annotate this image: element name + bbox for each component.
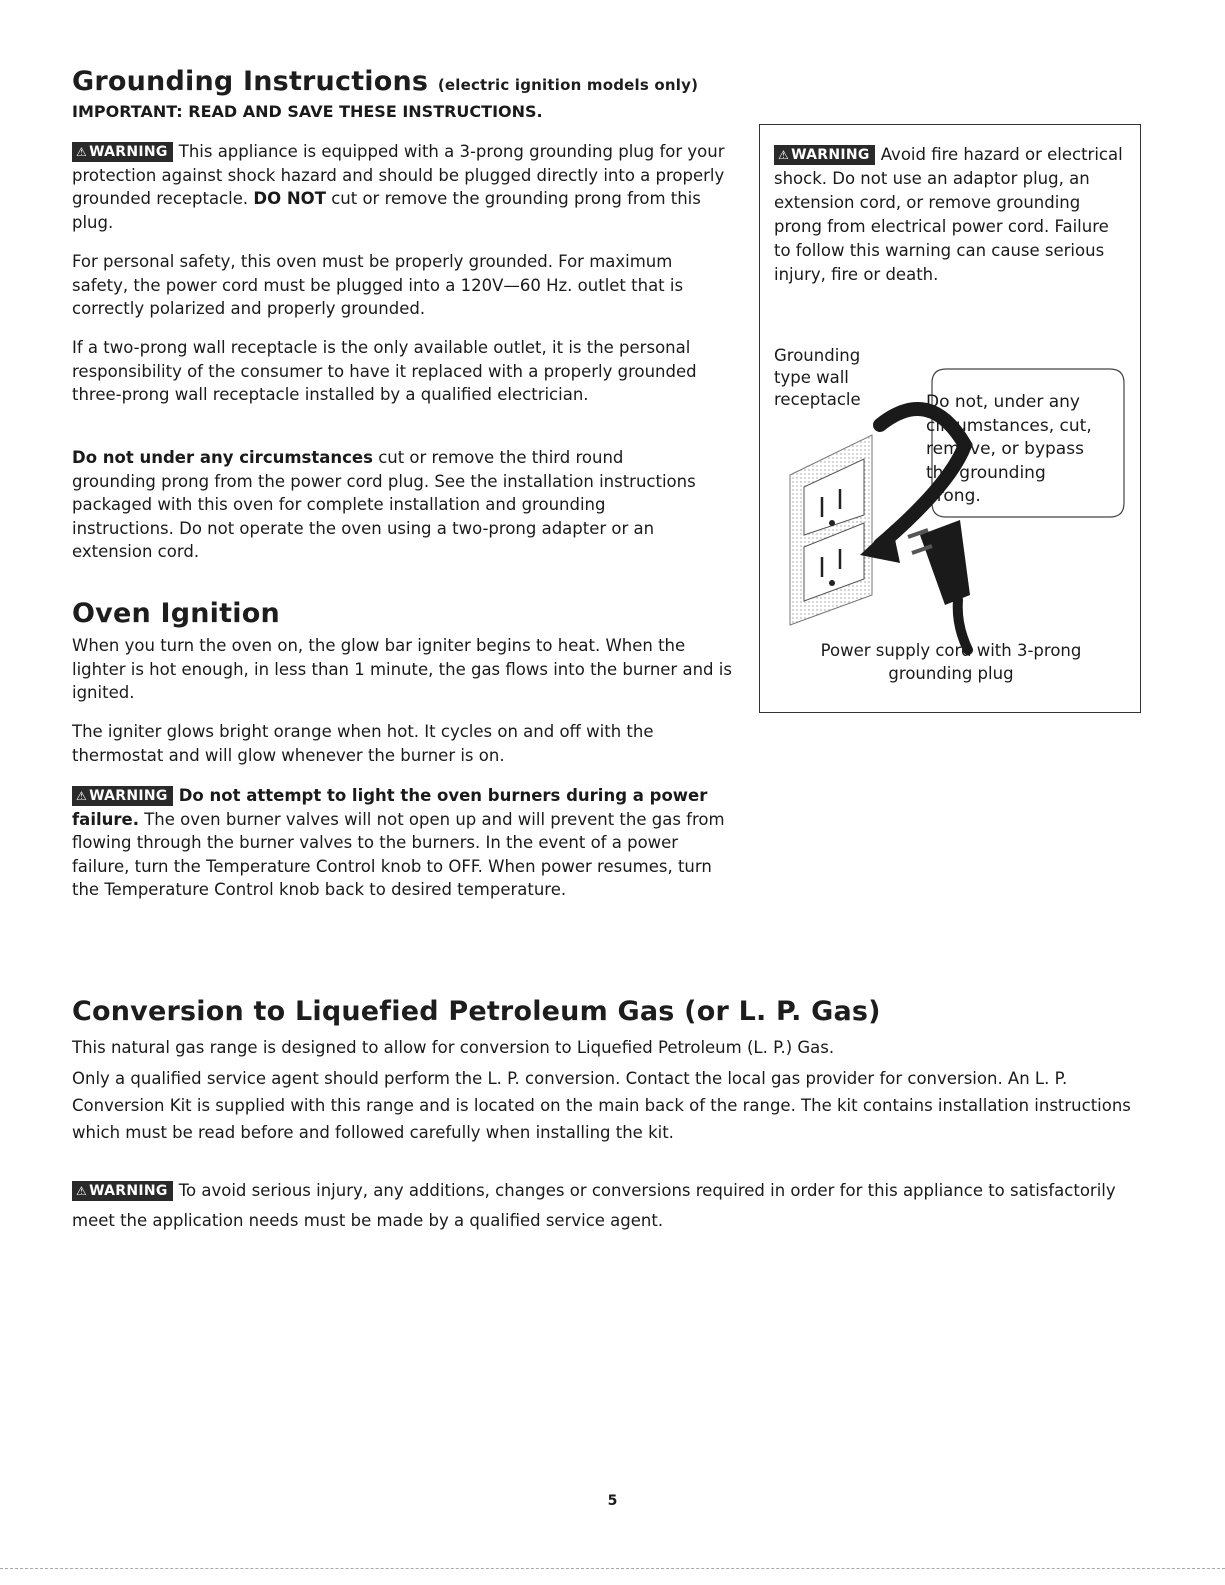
- warning-badge: ⚠ WARNING: [72, 1181, 173, 1201]
- speech-bubble-text: Do not, under any circumstances, cut, remove, or bypass the grounding prong.: [926, 392, 1092, 506]
- sidebox-warning-text: ⚠ WARNING Avoid fire hazard or electrical shock. Do not use an adaptor plug, an extension cord, or remove grounding prong from electrical power cord. Failure to follow this warning can cause serious injury, fire or death.: [774, 145, 1123, 284]
- grounding-title-note: (electric ignition models only): [437, 76, 699, 94]
- grounding-para-2: For personal safety, this oven must be properly grounded. For maximum safety, the power cord must be plugged into a 120V—60 Hz. outlet that is correctly polarized and properly grounded.: [72, 252, 684, 318]
- warning-triangle-icon: ⚠: [76, 145, 88, 159]
- conversion-para-1: This natural gas range is designed to allow for conversion to Liquefied Petroleum (L. P.) Gas.: [72, 1038, 835, 1057]
- ignition-para-2: The igniter glows bright orange when hot. It cycles on and off with the thermostat and will glow whenever the burner is on.: [72, 722, 654, 765]
- warning-triangle-icon: ⚠: [76, 1184, 88, 1198]
- warning-badge: ⚠ WARNING: [72, 786, 173, 806]
- warning-badge: ⚠ WARNING: [72, 142, 173, 162]
- warning-triangle-icon: ⚠: [778, 148, 790, 162]
- plug-icon: [920, 520, 970, 605]
- grounding-warning-paragraph: ⚠ WARNING This appliance is equipped with a 3-prong grounding plug for your protection against shock hazard and should be plugged directly into a properly grounded receptacle. DO NOT cut or remove the grounding prong from this plug.: [72, 142, 725, 232]
- warning-triangle-icon: ⚠: [76, 789, 88, 803]
- warning-sidebox: [759, 124, 1141, 713]
- important-notice: IMPORTANT: READ AND SAVE THESE INSTRUCTIONS.: [72, 102, 543, 121]
- receptacle-label: Grounding type wall receptacle: [774, 346, 861, 409]
- warning-badge: ⚠ WARNING: [774, 145, 875, 165]
- ignition-para-1: When you turn the oven on, the glow bar igniter begins to heat. When the lighter is hot enough, in less than 1 minute, the gas flows into the burner and is ignited.: [72, 636, 732, 702]
- ignition-title: Oven Ignition: [72, 598, 280, 629]
- grounding-para-4: Do not under any circumstances cut or remove the third round grounding prong from the power cord plug. See the installation instructions packaged with this oven for complete installation and grounding instructions. Do not operate the oven using a two-prong adapter or an extension cord.: [72, 448, 696, 561]
- conversion-para-2: Only a qualified service agent should perform the L. P. conversion. Contact the local gas provider for conversion. An L. P. Conversion Kit is supplied with this range and is located on the main back of the range. The kit contains installation instructions which must be read before and followed carefully when installing the kit.: [72, 1069, 1131, 1142]
- ignition-warning: ⚠ WARNING Do not attempt to light the oven burners during a power failure. The oven burner valves will not open up and will prevent the gas from flowing through the burner valves to the burners. In the event of a power failure, turn the Temperature Control knob to OFF. When power resumes, turn the Temperature Control knob back to desired temperature.: [72, 786, 725, 899]
- conversion-title: Conversion to Liquefied Petroleum Gas (or L. P. Gas): [72, 996, 881, 1027]
- conversion-warning: ⚠ WARNING To avoid serious injury, any additions, changes or conversions required in order for this appliance to satisfactorily meet the application needs must be made by a qualified service agent.: [72, 1181, 1116, 1230]
- grounding-title: Grounding Instructions (electric ignition models only): [72, 66, 699, 97]
- page-number: 5: [607, 1493, 618, 1509]
- bottom-rule: [0, 1568, 1225, 1569]
- grounding-para-3: If a two-prong wall receptacle is the only available outlet, it is the personal responsibility of the consumer to have it replaced with a properly grounded three-prong wall receptacle installed by a qualified electrician.: [72, 338, 697, 404]
- illustration-caption: Power supply cord with 3-prong grounding plug: [820, 641, 1082, 683]
